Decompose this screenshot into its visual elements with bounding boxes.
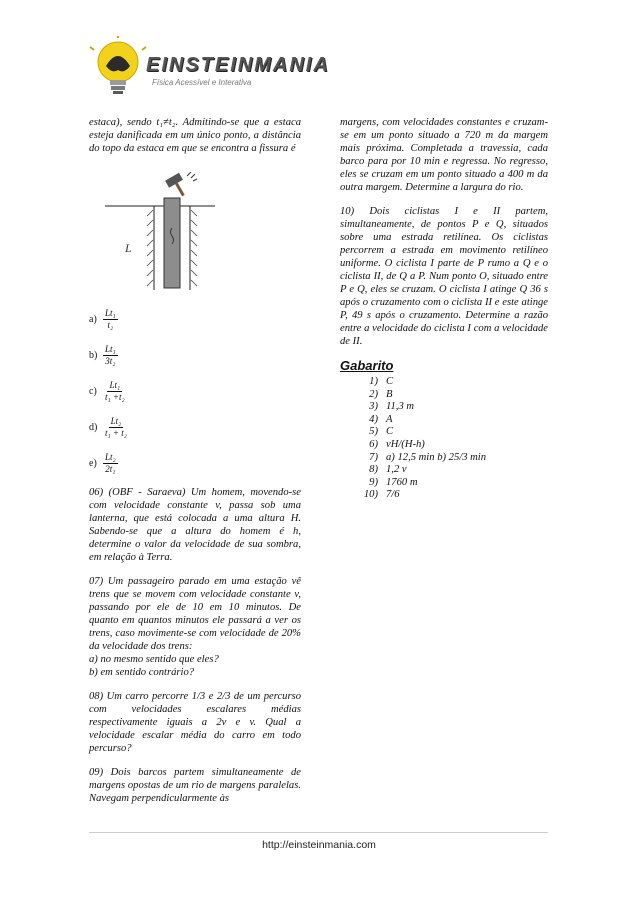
- gabarito-title: Gabarito: [340, 358, 394, 373]
- question-07: 07) Um passageiro parado em uma estação vê trens que se movem com velocidade constante v, passando por ele de 10 em 10 minutos. De quanto em quantos minutos ele passará a ver os trens, caso movimente-se com velocidade de 20% da velocidade dos trens:: [89, 576, 301, 652]
- option-e: e) $\frac{\text{Lt₂}}{\text{2t₁}}$: [89, 451, 116, 474]
- footer-url[interactable]: http://einsteinmania.com: [262, 839, 376, 851]
- option-c: c) $\frac{\text{Lt₁}}{\text{t₁ +t₂}}$: [89, 379, 125, 402]
- answer-options: [89, 306, 301, 476]
- question-10: 10) Dois ciclistas I e II partem, simultaneamente, de pontos P e Q, situados sobre uma estrada retilínea. Os ciclistas percorrem a estrada em movimento retilíneo uniforme. O ciclista I parte de P rumo a Q e o ciclista II, de Q a P. Num ponto O, situado entre P e Q, eles se cruzam. O ciclista I atinge Q 36 s após o cruzamento com o ciclista II e este atinge P, 49 s após o cruzamento. Determine a razão entre a velocidade do ciclista I com a velocidade de II.: [340, 206, 548, 347]
- logo-brand: EINSTEINMANIA: [146, 54, 330, 76]
- gabarito-item: 1) C: [369, 376, 394, 387]
- gabarito-item: 3) 11,3 m: [369, 401, 415, 413]
- site-logo: [88, 36, 330, 98]
- question-08: 08) Um carro percorre 1/3 e 2/3 de um percurso com velocidades escalares médias respectivamente iguais a 2v e v. Qual a velocidade escalar média do carro em todo percurso?: [89, 691, 301, 754]
- question-06: 06) (OBF - Saraeva) Um homem, movendo-se com velocidade constante v, passa sob uma lanterna, que está colocada a uma altura H. Sabendo-se que a altura do homem é h, determine o valor da velocidade de sua sombra, em relação à Terra.: [89, 487, 301, 563]
- gabarito-item: 2) B: [369, 388, 393, 400]
- gabarito-list: [340, 376, 548, 502]
- question-07-b: b) em sentido contrário?: [89, 667, 195, 678]
- question-07-a: a) no mesmo sentido que eles?: [89, 654, 219, 665]
- footer-divider: [89, 832, 548, 833]
- gabarito-item: 6) vH/(H-h): [369, 438, 425, 450]
- option-d: d) $\frac{\text{Lt₂}}{\text{t₁ + t₂}}$: [89, 415, 127, 438]
- option-b: b) $\frac{\text{Lt₁}}{\text{3t₂}}$: [89, 343, 116, 366]
- stake-figure: [101, 172, 221, 292]
- option-a: a) $\frac{\text{Lt₁}}{\text{t₂}}$: [89, 307, 116, 330]
- gabarito-item: 7) a) 12,5 min b) 25/3 min: [369, 451, 487, 463]
- gabarito-item: 10) 7/6: [363, 489, 400, 501]
- gabarito-item: 9) 1760 m: [369, 476, 418, 488]
- question-09: 09) Dois barcos partem simultaneamente de margens opostas de um rio de margens paralelas. Navegam perpendicularmente às: [89, 767, 301, 804]
- lightbulb-icon: [88, 36, 148, 98]
- gabarito-item: 4) A: [369, 413, 393, 425]
- logo-tagline: Física Acessível e Interativa: [152, 78, 252, 87]
- length-label: L: [125, 241, 132, 255]
- question-05-intro: estaca), sendo t₁≠t₂. Admitindo-se que a estaca esteja danificada em um único ponto, a distância do topo da estaca em que se encontra a fissura é: [89, 117, 301, 154]
- left-column: [89, 116, 301, 816]
- gabarito-item: 5) C: [369, 426, 394, 438]
- right-column: [340, 116, 548, 502]
- question-09-continued: margens, com velocidades constantes e cruzam-se em um ponto situado a 720 m da margem mais próxima. Completada a travessia, cada barco para por 10 min e regressa. No regresso, eles se cruzam em um ponto situado a 400 m da outra margem. Determine a largura do rio.: [340, 117, 548, 193]
- gabarito-item: 8) 1,2 v: [369, 464, 407, 476]
